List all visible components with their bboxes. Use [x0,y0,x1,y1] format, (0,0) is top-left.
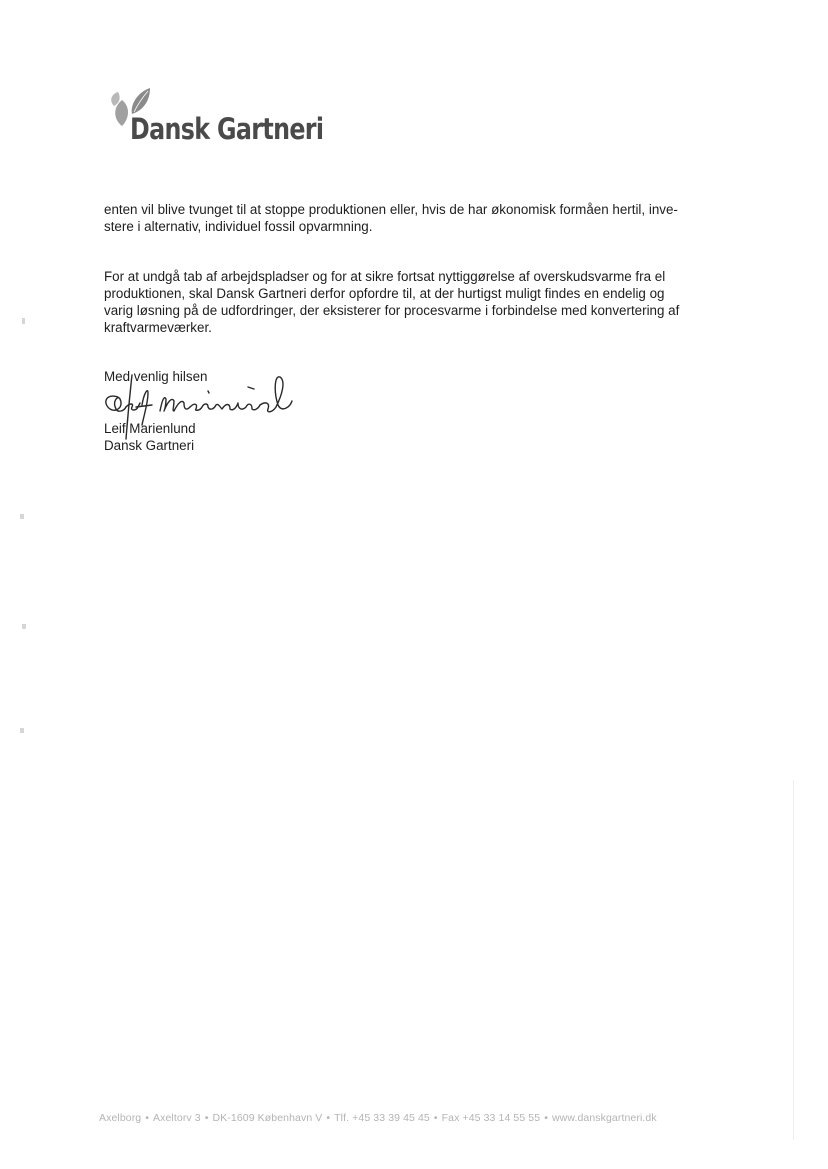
footer-separator: • [145,1112,150,1124]
dansk-gartneri-logo [106,84,324,154]
footer-website-link[interactable]: www.danskgartneri.dk [551,1112,657,1124]
paragraph-line: enten vil blive tvunget til at stoppe produktionen eller, hvis de har økonomisk formåen hertil, inve- [104,202,678,217]
logo-wordmark: Dansk Gartneri [130,112,324,146]
scan-mark [20,514,24,519]
footer-item: Axelborg [99,1112,142,1124]
footer-separator: • [433,1112,438,1124]
footer-item: Axeltorv 3 [153,1112,201,1124]
footer-separator: • [544,1112,548,1124]
footer-separator: • [204,1112,209,1124]
footer-contact-line [99,1112,657,1124]
signatory-name: Leif Marienlund [104,421,196,436]
footer-item: Tlf. +45 33 39 45 45 [334,1112,430,1124]
body-paragraph-2 [104,268,744,336]
footer-item: Fax +45 33 14 55 55 [441,1112,541,1124]
signatory-organization: Dansk Gartneri [104,438,195,453]
footer-item: DK-1609 København V [212,1112,323,1124]
paragraph-line: varig løsning på de udfordringer, der eksisterer for procesvarme i forbindelse med konvertering af [104,303,680,318]
signature-block [104,369,404,459]
closing-greeting: Med venlig hilsen [104,369,208,384]
scan-edge [793,780,794,1140]
paragraph-line: stere i alternativ, individuel fossil opvarmning. [104,219,373,234]
paragraph-line: For at undgå tab af arbejdspladser og for at sikre fortsat nyttiggørelse af overskudsvarme fra el [104,269,666,284]
scan-mark [22,624,26,629]
scan-mark [22,318,25,324]
paragraph-line: kraftvarmeværker. [104,320,212,335]
body-paragraph-1 [104,201,744,235]
paragraph-line: produktionen, skal Dansk Gartneri derfor opfordre til, at der hurtigst muligt findes en endelig og [104,286,665,301]
scan-mark [20,728,24,733]
footer-separator: • [326,1112,331,1124]
